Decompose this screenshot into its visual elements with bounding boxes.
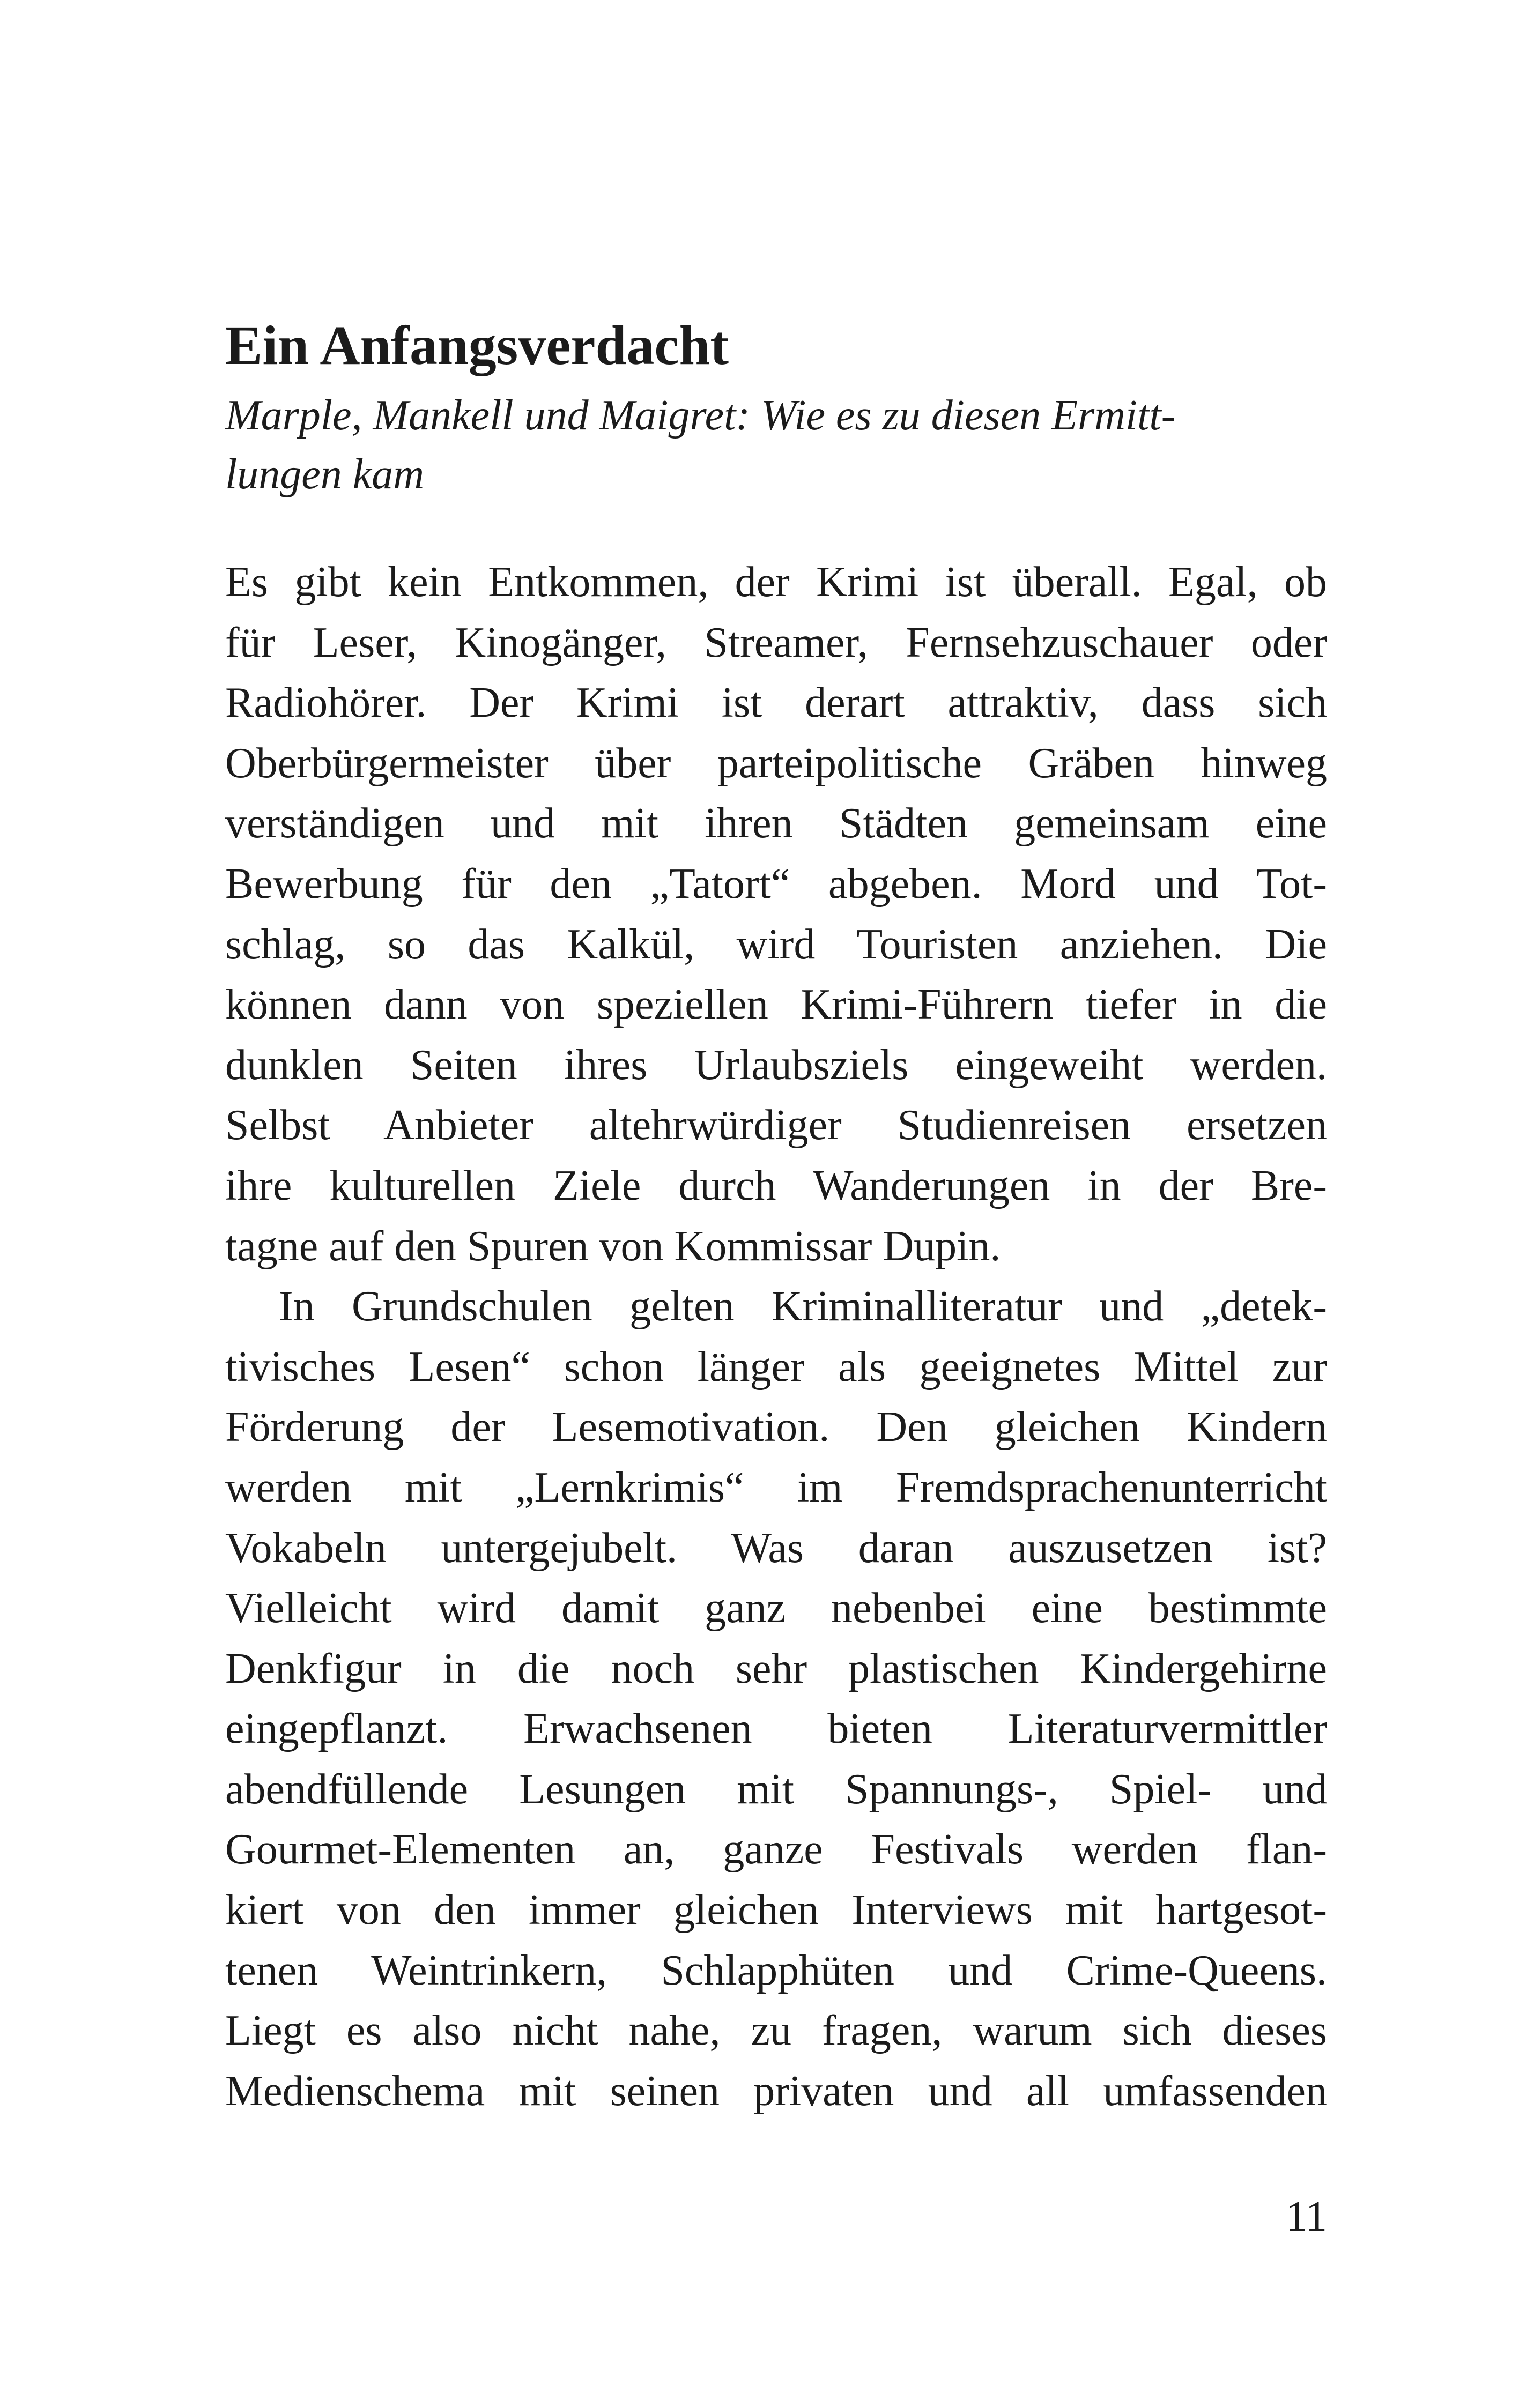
text-line: Liegt es also nicht nahe, zu fragen, warum sich dieses (225, 2007, 1327, 2055)
text-line: eingepflanzt. Erwachsenen bieten Literaturvermittler (225, 1705, 1327, 1753)
chapter-title: Ein Anfangsverdacht (225, 315, 729, 376)
text-line: dunklen Seiten ihres Urlaubsziels eingeweiht werden. (225, 1041, 1327, 1089)
text-line: werden mit „Lernkrimis“ im Fremdsprachenunterricht (225, 1463, 1327, 1511)
subtitle-line: Marple, Mankell und Maigret: Wie es zu diesen Ermitt- (225, 392, 1176, 439)
text-line: tivisches Lesen“ schon länger als geeignetes Mittel zur (225, 1343, 1327, 1391)
text-line: Vokabeln untergejubelt. Was daran auszusetzen ist? (225, 1524, 1327, 1572)
text-line: Denkfigur in die noch sehr plastischen Kindergehirne (225, 1645, 1327, 1692)
text-line: Es gibt kein Entkommen, der Krimi ist überall. Egal, ob (225, 559, 1327, 606)
chapter-subtitle (225, 386, 1175, 504)
subtitle-line: lungen kam (225, 451, 425, 498)
text-line: Vielleicht wird damit ganz nebenbei eine bestimmte (225, 1585, 1327, 1632)
text-line: ihre kulturellen Ziele durch Wanderungen in der Bre- (225, 1162, 1327, 1209)
page-number: 11 (1285, 2193, 1327, 2240)
text-line: schlag, so das Kalkül, wird Touristen anziehen. Die (225, 920, 1327, 968)
text-line: kiert von den immer gleichen Interviews mit hartgesot- (225, 1886, 1327, 1934)
text-line: Förderung der Lesemotivation. Den gleichen Kindern (225, 1403, 1327, 1451)
text-line: Bewerbung für den „Tatort“ abgeben. Mord und Tot- (225, 860, 1327, 908)
text-line: Radiohörer. Der Krimi ist derart attraktiv, dass sich (225, 679, 1327, 727)
paragraph-1 (225, 552, 1327, 1276)
text-line: tagne auf den Spuren von Kommissar Dupin. (225, 1222, 1001, 1270)
paragraph-2 (225, 1276, 1327, 2121)
text-line: tenen Weintrinkern, Schlapphüten und Crime-Queens. (225, 1946, 1327, 1994)
text-line: für Leser, Kinogänger, Streamer, Fernsehzuschauer oder (225, 619, 1327, 666)
text-line: abendfüllende Lesungen mit Spannungs-, Spiel- und (225, 1765, 1327, 1813)
body-text (225, 552, 1327, 2121)
text-line: können dann von speziellen Krimi-Führern tiefer in die (225, 981, 1327, 1029)
text-line: Oberbürgermeister über parteipolitische Gräben hinweg (225, 739, 1327, 787)
text-line: verständigen und mit ihren Städten gemeinsam eine (225, 800, 1327, 848)
text-line: Selbst Anbieter altehrwürdiger Studienreisen ersetzen (225, 1102, 1327, 1149)
text-line: Gourmet-Elementen an, ganze Festivals werden flan- (225, 1826, 1327, 1874)
text-line: In Grundschulen gelten Kriminalliteratur und „detek- (279, 1283, 1327, 1331)
text-line: Medienschema mit seinen privaten und all umfassenden (225, 2067, 1327, 2115)
